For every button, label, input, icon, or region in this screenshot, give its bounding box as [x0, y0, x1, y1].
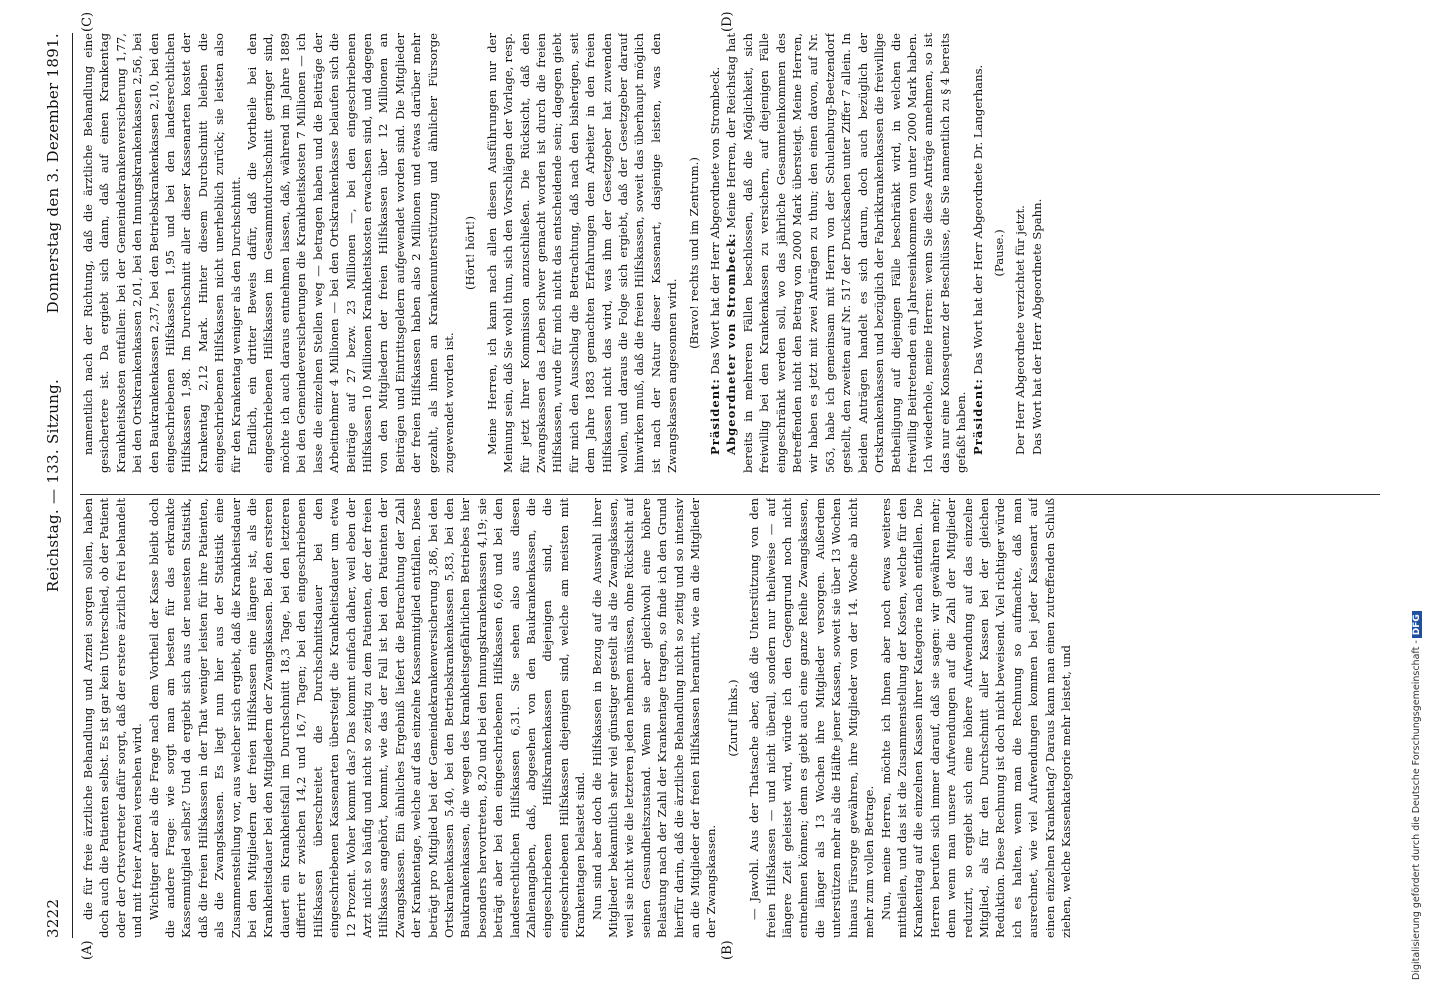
speaker-name: Abgeordneter von Strombeck:: [724, 232, 739, 455]
dfg-logo: DFG: [1412, 611, 1422, 638]
speech-paragraph: [970, 33, 986, 473]
header-rule: [72, 33, 73, 938]
paragraph-text: (Hört! hört!): [463, 216, 478, 290]
right-column: [80, 33, 1370, 473]
speaker-name: Präsident:: [970, 378, 985, 455]
paragraph-text: Nun, meine Herren, möchte ich Ihnen aber noch etwas weiteres mittheilen, und das ist die Zusammenstellung der Kosten, welche für den Krankentag auf die einzelnen Kassen ihrer Kategorie nach entfallen. Die Herren berufen sich immer darauf, daß sie sagen: wir gewähren mehr; denn wenn man unsere Aufwendungen auf die Zahl der Mitglieder reduzirt, so ergiebt sich eine höhere Aufwendung auf das einzelne Mitglied, als für den Durchschnitt aller Kassen bei der gleichen Reduktion. Diese Rechnung ist doch nicht beweisend. Viel richtiger würde ich es halten, wenn man die Rechnung so aufmachte, daß man ausrechnet, wie viel Aufwendungen kommen bei jeder Kassenart auf einen einzelnen Krankentag? Daraus kann man einen zutreffenden Schluß ziehen, welche Kassenkategorie mehr leistet, und: [878, 498, 1073, 938]
paragraph: [146, 498, 589, 938]
paragraph: [878, 498, 1075, 938]
column-divider: [80, 494, 1380, 495]
interjection: [991, 33, 1007, 473]
paragraph-text: — Jawohl. Aus der Thatsache aber, daß die Unterstützung von den freien Hilfskassen — und nicht überall, sondern nur theilweise — auf längere Zeit geleistet wird, würde ich den Gegengrund noch nicht entnehmen können; denn es giebt auch eine ganze Reihe Zwangskassen, die länger als 13 Wochen ihre Mitglieder versorgen. Außerdem unterstützen mehr als die Hälfte jener Kassen, soweit sie über 13 Wochen hinaus Fürsorge gewähren, ihre Mitglieder von der 14. Woche ab nicht mehr zum vollen Betrage.: [747, 498, 877, 938]
margin-marker-b: (B): [720, 940, 735, 960]
paragraph-text: Das Wort hat der Herr Abgeordnete Dr. Langerhans.: [970, 64, 985, 375]
paragraph: [589, 498, 720, 938]
paragraph-text: die für freie ärztliche Behandlung und Arznei sorgen sollen, haben doch auch die Patienten selbst. Es ist gar kein Unterschied, ob der Patient oder der Ortsvertreter dafür sorgt, daß der erstere ärztlich frei behandelt und mit freier Arznei versehen wird.: [81, 498, 145, 938]
paragraph-text: Endlich, ein dritter Beweis dafür, daß die Vortheile bei den eingeschriebenen Hilfskassen im Gesammtdurchschnitt geringer sind, möchte ich auch daraus entnehmen lassen, daß, während im Jahre 1889 bei den Gemeindeversicherungen die Krankheitskosten 7 Millionen — ich lasse die einzelnen Stellen weg — betragen haben und die Beiträge der Arbeitnehmer 4 Millionen — bei den Ortskrankenkasse belaufen sich die Beiträge auf 27 bezw. 23 Millionen —, bei den eingeschriebenen Hilfskassen 10 Millionen Krankheitskosten erwachsen sind, und dagegen von den Mitgliedern der freien Hilfskassen über 12 Millionen an Beiträgen und Eintrittsgeldern aufgewendet worden sind. Die Mitglieder der freien Hilfskassen haben also 2 Millionen und etwas darüber mehr gezahlt, als ihnen an Krankenunterstützung und ähnlicher Fürsorge zugewendet worden ist.: [245, 33, 456, 473]
interjection: [725, 498, 741, 938]
paragraph-text: Der Herr Abgeordnete verzichtet für jetzt.: [1013, 205, 1028, 455]
header-title: Reichstag. — 133. Sitzung.: [44, 378, 62, 593]
paragraph-text: Meine Herren, der Reichstag hat bereits in mehreren Fällen beschlossen, daß die Möglichkeit, sich freiwillig bei den Krankenkassen zu versichern, auf diejenigen Fälle eingeschränkt werden soll, wo das jährliche Gesammteinkommen des Betreffenden nicht den Betrag von 2000 Mark übersteigt. Meine Herren, wir haben es jetzt mit zwei Anträgen zu thun; den einen davon, auf Nr. 563, habe ich gemeinsam mit Herrn von der Schulenburg-Beetzendorf gestellt, den zweiten auf Nr. 517 der Drucksachen unter Ziffer 7 allein. In beiden Anträgen handelt es sich darum, doch auch bezüglich der Ortskrankenkassen und bezüglich der Fabrikkrankenkassen die freiwillige Betheiligung auf diejenigen Fälle beschränkt wird, in welchen die freiwillig Beitretenden ein Jahreseinkommen von unter 2000 Mark haben. Ich wiederhole, meine Herren: wenn Sie diese Anträge annehmen, so ist das nur eine Konsequenz der Beschlüsse, die Sie namentlich zu § 4 bereits gefaßt haben.: [724, 33, 969, 473]
credit-text: Digitalisierung gefördert durch die Deutsche Forschungsgemeinschaft -: [1411, 640, 1422, 980]
paragraph: [244, 33, 457, 473]
speech-paragraph: [707, 33, 723, 473]
speech-paragraph: [723, 33, 969, 473]
paragraph-text: Das Wort hat der Herr Abgeordnete von Strombeck.: [708, 66, 723, 375]
paragraph-text: namentlich nach der Richtung, daß die ärztliche Behandlung eine gesichertere ist. Da ergiebt sich dann, daß auf einen Krankentag Krankheitskosten entfallen: bei der Gemeindekrankenversicherung 1,77, bei den Ortskrankenkassen 2,01, bei den Innungskrankenkassen 2,56, bei den Baukrankenkassen 2,37, bei den Betriebskrankenkassen 2,10, bei den eingeschriebenen Hilfskassen 1,95 und bei den landesrechtlichen Hilfskassen 1,98. Im Durchschnitt aller dieser Kassenarten kostet der Krankentag 2,12 Mark. Hinter diesem Durchschnitt bleiben die eingeschriebenen Hilfskassen nicht unerheblich zurück; sie leisten also für den Krankentag weniger als den Durchschnitt.: [81, 33, 243, 473]
paragraph: [746, 498, 877, 938]
speech-paragraph: [1029, 33, 1045, 473]
paragraph-text: (Zuruf links.): [725, 679, 740, 757]
speech-paragraph: [1012, 33, 1028, 473]
page-header: [44, 33, 70, 938]
speaker-name: Präsident:: [708, 378, 723, 455]
paragraph-text: Wichtiger aber als die Frage nach dem Vortheil der Kasse bleibt doch die andere Frage: wie sorgt man am besten für das erkrankte Kassenmitglied selbst? Und da ergiebt sich aus der neuesten Statistik, daß die freien Hilfskassen in der That weniger leisten für ihre Patienten, als die Zwangskassen. Es liegt nun hier aus der Statistik eine Zusammenstellung vor, aus welcher sich ergiebt, daß die Krankheitsdauer bei den Mitgliedern der freien Hilfskassen eine längere ist, als die Krankheitsdauer bei den Mitgliedern der Zwangskassen. Bei den ersteren dauert ein Krankheitsfall im Durchschnitt 18,3 Tage, bei den letzteren differirt er zwischen 14,2 und 16,7 Tagen; bei den eingeschriebenen Hilfskassen überschreitet die Durchschnittsdauer bei den eingeschriebenen Kassenarten übersteigt die Krankheitsdauer um etwa 12 Prozent. Woher kommt das? Das kommt einfach daher, weil eben der Arzt nicht so häufig und nicht so zeitig zu dem Patienten, der der freien Hilfskasse angehört, kommt, wie das der Fall ist bei den Patienten der Zwangskassen. Ein ähnliches Ergebniß liefert die Betrachtung der Zahl der Krankentage, welche auf das einzelne Kassenmitglied entfallen. Diese beträgt pro Mitglied bei der Gemeindekrankenversicherung 3,86, bei den Ortskrankenkassen 5,40, bei den Betriebskrankenkassen 5,83, bei den Baukrankenkassen, die wegen des krankheitsgefährlichen Betriebes hier besonders hervortreten, 8,20 und bei den Innungskrankenkassen 4,19; sie beträgt aber bei den eingeschriebenen Hilfskassen 6,60 und bei den landesrechtlichen Hilfskassen 6,31. Sie sehen also aus diesen Zahlenangaben, daß, abgesehen von den Baukrankenkassen, die eingeschriebenen Hilfskrankenkassen diejenigen sind, die eingeschriebenen Hilfskassen diejenigen sind, welche am meisten mit Krankentagen belastet sind.: [146, 498, 588, 938]
digitization-credit: [1411, 611, 1422, 980]
paragraph: [80, 33, 244, 473]
paragraph-text: Das Wort hat der Herr Abgeordnete Spahn.: [1029, 198, 1044, 455]
paragraph-text: (Bravo! rechts und im Zentrum.): [686, 157, 701, 349]
paragraph: [484, 33, 681, 473]
margin-marker-c: (C): [80, 11, 95, 32]
left-column: [80, 498, 1370, 938]
paragraph-text: Meine Herren, ich kann nach allen diesen Ausführungen nur der Meinung sein, daß Sie wohl thun, sich den Vorschlägen der Vorlage, resp. für jetzt Ihrer Kommission anzuschließen. Die Rücksicht, daß den Zwangskassen das Leben schwer gemacht worden ist durch die freien Hilfskassen, wurde für mich nicht das entscheidende sein; dagegen giebt für mich den Ausschlag die Betrachtung, daß nach den bisherigen, seit dem Jahre 1883 gemachten Erfahrungen dem Arbeiter in den freien Hilfskassen nicht das wird, was ihm der Gesetzgeber hat zuwenden wollen, und daraus die Folge sich ergiebt, daß der Gesetzgeber darauf hinwirken muß, daß die freien Hilfskassen, soweit das überhaupt möglich ist nach der Natur dieser Kassenart, dasjenige leisten, was den Zwangskassen angesonnen wird.: [484, 33, 680, 473]
page-number: 3222: [44, 898, 62, 938]
margin-marker-d: (D): [720, 11, 735, 32]
interjection: [462, 33, 478, 473]
margin-marker-a: (A): [80, 940, 95, 960]
paragraph-text: Nun sind aber doch die Hilfskassen in Bezug auf die Auswahl ihrer Mitglieder bekanntlich sehr viel günstiger gestellt als die Zwangskassen, weil sie nicht wie die letzteren jeden nehmen müssen, ohne Rücksicht auf seinen Gesundheitszustand. Wenn sie aber gleichwohl eine höhere Belastung nach der Zahl der Krankentage tragen, so finde ich den Grund hierfür darin, daß die ärztliche Behandlung nicht so zeitig und so intensiv an die Mitglieder der freien Hilfskassen herantritt, wie an die Mitglieder der Zwangskassen.: [589, 498, 719, 938]
paragraph: [80, 498, 146, 938]
header-date: Donnerstag den 3. Dezember 1891.: [44, 33, 62, 314]
interjection: [686, 33, 702, 473]
paragraph-text: (Pause.): [991, 229, 1006, 277]
